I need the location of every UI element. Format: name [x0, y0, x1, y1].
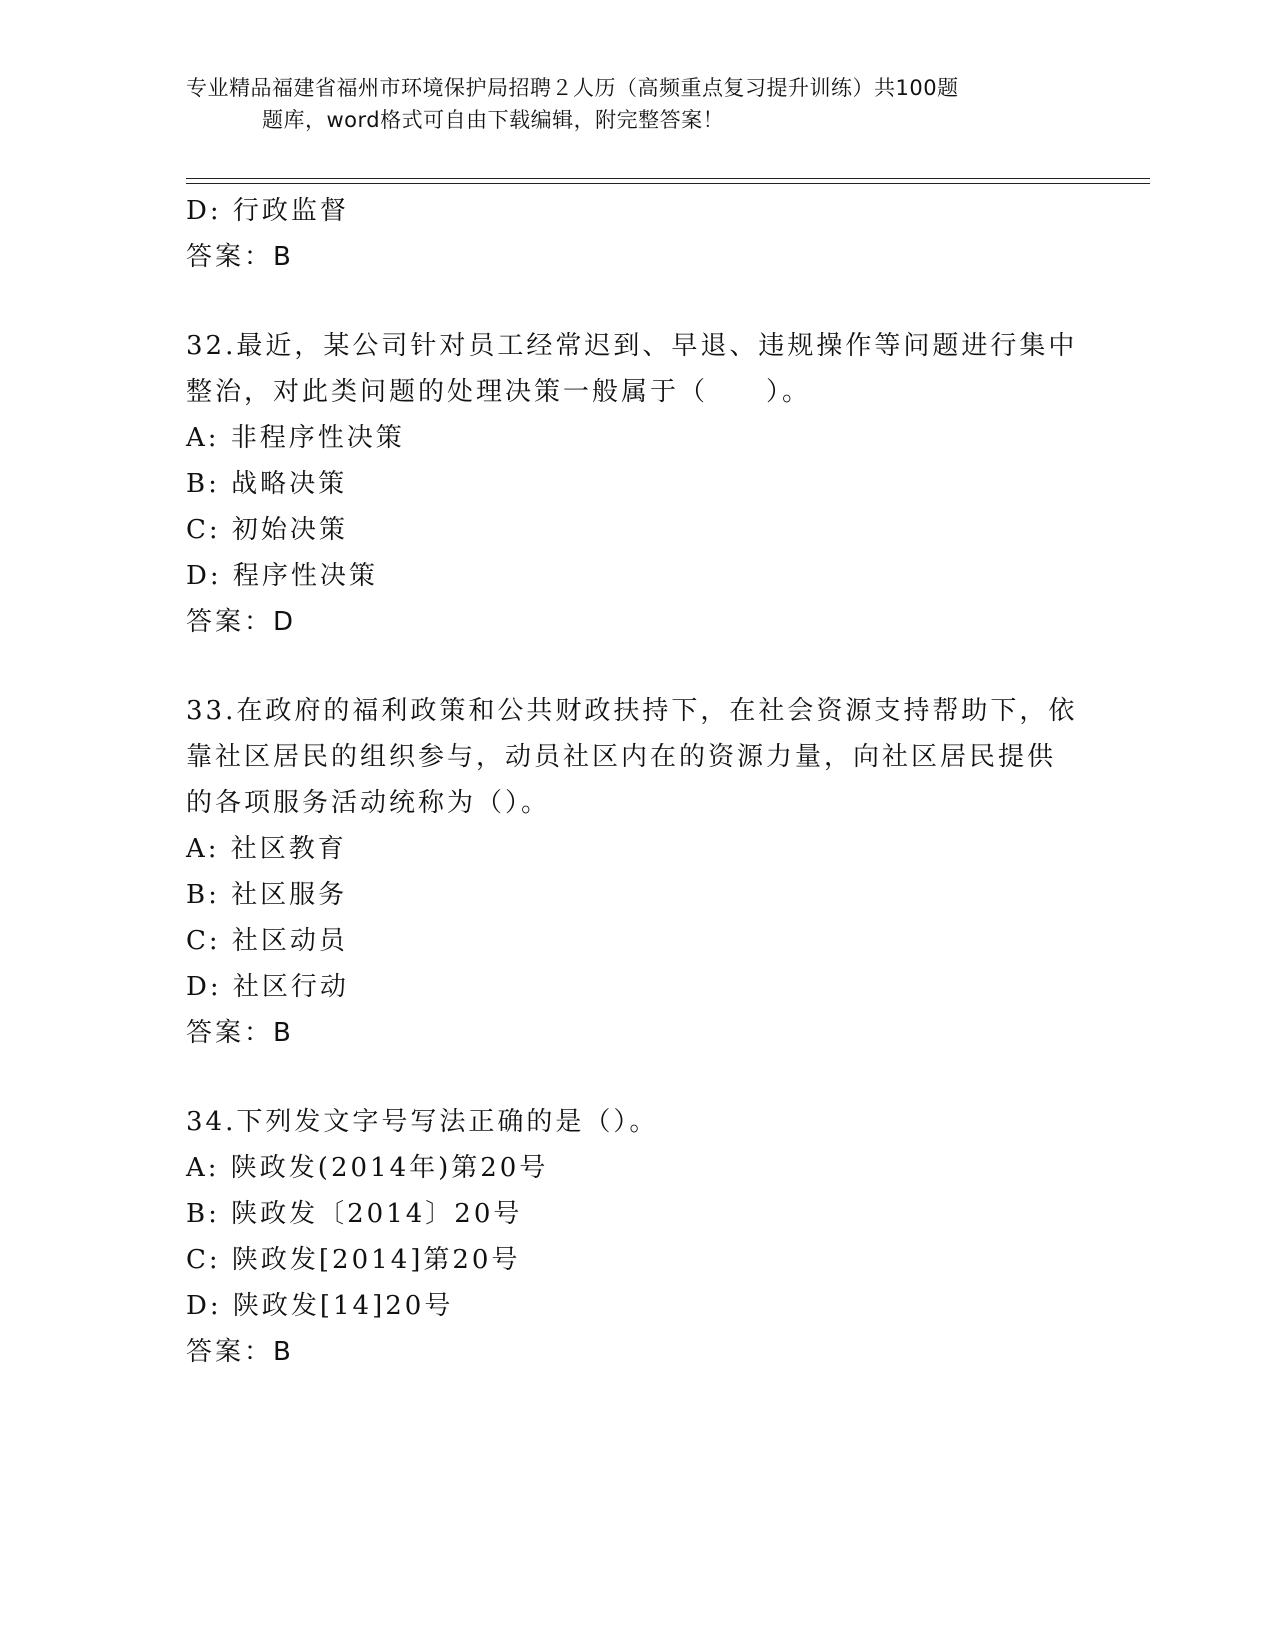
header-rule-top	[186, 178, 1150, 179]
document-header	[186, 72, 1086, 136]
prev-answer: 答案：B	[186, 242, 294, 272]
answer: 答案：D	[186, 607, 297, 637]
question-34	[186, 1099, 1086, 1375]
option-c: C: 初始决策	[186, 515, 348, 545]
question-content	[186, 188, 1086, 1375]
question-stem-line: 32.最近，某公司针对员工经常迟到、早退、违规操作等问题进行集中	[186, 331, 1078, 361]
option-d: D: 陕政发[14]20号	[186, 1291, 454, 1321]
option-b: B: 社区服务	[186, 880, 348, 910]
question-stem-line: 34.下列发文字号写法正确的是（）。	[186, 1107, 659, 1137]
option-d: D: 程序性决策	[186, 561, 378, 591]
option-a: A: 社区教育	[186, 834, 347, 864]
question-stem-line: 靠社区居民的组织参与，动员社区内在的资源力量，向社区居民提供	[186, 742, 1057, 772]
option-c: C: 社区动员	[186, 926, 348, 956]
option-a: A: 陕政发(2014年)第20号	[186, 1153, 549, 1183]
question-32	[186, 323, 1086, 645]
header-title-line-2: 题库，word格式可自由下载编辑，附完整答案！	[262, 108, 725, 132]
option-a: A: 非程序性决策	[186, 423, 405, 453]
option-d: D: 社区行动	[186, 972, 349, 1002]
spacer	[186, 1056, 1086, 1099]
question-33	[186, 688, 1086, 1056]
spacer	[186, 280, 1086, 323]
option-b: B: 战略决策	[186, 469, 348, 499]
prev-option-d: D: 行政监督	[186, 196, 349, 226]
answer: 答案：B	[186, 1018, 294, 1048]
spacer	[186, 645, 1086, 688]
option-c: C: 陕政发[2014]第20号	[186, 1245, 521, 1275]
question-stem-line: 33.在政府的福利政策和公共财政扶持下，在社会资源支持帮助下，依	[186, 696, 1078, 726]
header-rule-bottom	[186, 183, 1150, 184]
header-title-line-1: 专业精品福建省福州市环境保护局招聘２人历（高频重点复习提升训练）共100题	[186, 76, 959, 100]
question-stem-line: 的各项服务活动统称为（）。	[186, 788, 551, 818]
option-b: B: 陕政发〔2014〕20号	[186, 1199, 523, 1229]
question-stem-line: 整治，对此类问题的处理决策一般属于（ ）。	[186, 377, 812, 407]
answer: 答案：B	[186, 1337, 294, 1367]
